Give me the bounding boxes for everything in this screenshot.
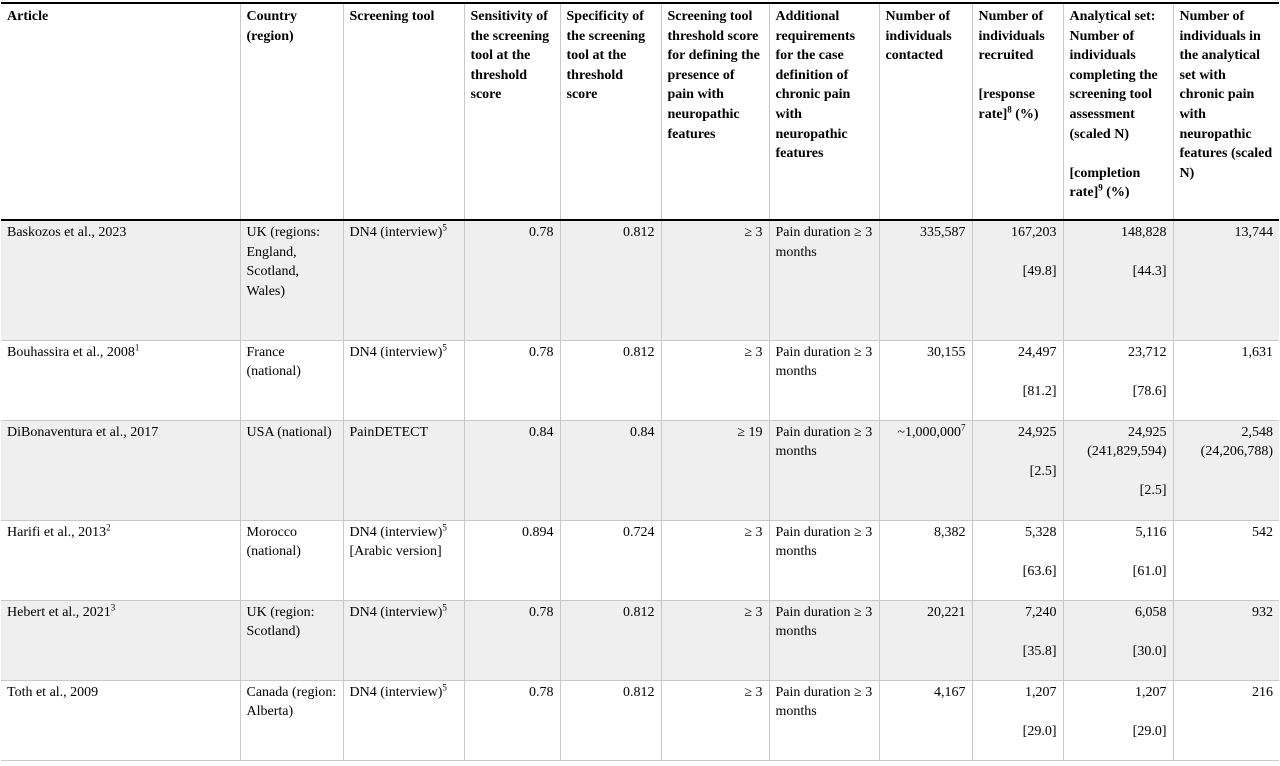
header-recruited-main: Number of individuals recruited	[978, 9, 1045, 64]
cell-specificity: 0.812	[560, 340, 661, 420]
cell-recruited	[972, 600, 1063, 680]
analytical-scaled: (241,829,594)	[1087, 444, 1167, 460]
header-article: Article	[1, 3, 240, 220]
analytical-count: 1,207	[1135, 684, 1167, 700]
header-recruited	[972, 3, 1063, 220]
header-recruited-sub: [response rate]$^8$ (%)	[978, 87, 1039, 122]
cell-screening-tool: DN4 (interview)$^5$	[343, 680, 464, 760]
table-row	[1, 220, 1279, 340]
cell-requirements: Pain duration ≥ 3 months	[769, 340, 879, 420]
cell-threshold: ≥ 3	[661, 520, 769, 600]
header-row	[1, 3, 1279, 220]
chronic-count: 932	[1252, 604, 1273, 620]
chronic-count: 542	[1252, 524, 1273, 540]
cell-chronic-pain	[1173, 680, 1279, 760]
completion-rate: [78.6]	[1132, 383, 1167, 399]
header-contacted: Number of individuals contacted	[879, 3, 972, 220]
cell-analytical	[1063, 420, 1173, 520]
completion-rate: [44.3]	[1132, 264, 1167, 280]
cell-threshold: ≥ 3	[661, 600, 769, 680]
cell-article: Hebert et al., 2021$^3$	[1, 600, 240, 680]
header-requirements: Additional requirements for the case definition of chronic pain with neuropathic features	[769, 3, 879, 220]
cell-analytical	[1063, 340, 1173, 420]
recruited-count: 7,240	[1025, 604, 1057, 620]
chronic-count: 1,631	[1241, 344, 1273, 360]
table-row	[1, 600, 1279, 680]
cell-analytical	[1063, 220, 1173, 340]
recruited-count: 24,925	[1018, 424, 1057, 440]
cell-contacted: 335,587	[879, 220, 972, 340]
header-analytical-sub: [completion rate]$^9$ (%)	[1069, 165, 1141, 201]
header-chronic-pain: Number of individuals in the analytical set with chronic pain with neuropathic features (scaled N)	[1173, 3, 1279, 220]
table-row	[1, 420, 1279, 520]
completion-rate: [30.0]	[1132, 643, 1167, 659]
header-screening-tool: Screening tool	[343, 3, 464, 220]
cell-screening-tool: DN4 (interview)$^5$	[343, 600, 464, 680]
response-rate: [35.8]	[1022, 643, 1057, 659]
cell-sensitivity: 0.894	[464, 520, 560, 600]
cell-screening-tool: DN4 (interview)$^5$	[343, 220, 464, 340]
header-sensitivity: Sensitivity of the screening tool at the threshold score	[464, 3, 560, 220]
analytical-count: 24,925	[1128, 424, 1167, 440]
header-threshold: Screening tool threshold score for defining the presence of pain with neuropathic features	[661, 3, 769, 220]
cell-contacted: ~1,000,000$^7$	[879, 420, 972, 520]
header-analytical-set	[1063, 3, 1173, 220]
cell-analytical	[1063, 520, 1173, 600]
header-analytical-main: Analytical set: Number of individuals completing the screening tool assessment (scaled N)	[1069, 9, 1158, 142]
cell-chronic-pain	[1173, 600, 1279, 680]
cell-sensitivity: 0.78	[464, 680, 560, 760]
cell-chronic-pain	[1173, 340, 1279, 420]
cell-requirements: Pain duration ≥ 3 months	[769, 220, 879, 340]
cell-chronic-pain	[1173, 420, 1279, 520]
cell-article: Bouhassira et al., 2008$^1$	[1, 340, 240, 420]
cell-country: UK (region: Scotland)	[240, 600, 343, 680]
recruited-count: 167,203	[1011, 225, 1057, 240]
response-rate: [81.2]	[1022, 383, 1057, 399]
cell-threshold: ≥ 19	[661, 420, 769, 520]
cell-recruited	[972, 220, 1063, 340]
cell-recruited	[972, 520, 1063, 600]
table-row	[1, 340, 1279, 420]
cell-specificity: 0.812	[560, 680, 661, 760]
chronic-count: 2,548	[1241, 424, 1273, 440]
cell-sensitivity: 0.78	[464, 340, 560, 420]
completion-rate: [61.0]	[1132, 563, 1167, 579]
prevalence-studies-table	[1, 2, 1279, 761]
cell-requirements: Pain duration ≥ 3 months	[769, 420, 879, 520]
cell-article: Toth et al., 2009	[1, 680, 240, 760]
cell-requirements: Pain duration ≥ 3 months	[769, 600, 879, 680]
cell-recruited	[972, 340, 1063, 420]
completion-rate: [2.5]	[1139, 483, 1167, 499]
chronic-count: 216	[1252, 684, 1273, 700]
response-rate: [63.6]	[1022, 563, 1057, 579]
cell-contacted: 8,382	[879, 520, 972, 600]
cell-specificity: 0.812	[560, 220, 661, 340]
cell-article: Baskozos et al., 2023	[1, 220, 240, 340]
recruited-count: 1,207	[1025, 684, 1057, 700]
cell-analytical	[1063, 680, 1173, 760]
header-country: Country (region)	[240, 3, 343, 220]
chronic-count: 13,744	[1234, 225, 1273, 240]
cell-country: Canada (region: Alberta)	[240, 680, 343, 760]
analytical-count: 148,828	[1121, 225, 1167, 240]
cell-contacted: 30,155	[879, 340, 972, 420]
analytical-count: 6,058	[1135, 604, 1167, 620]
tool-version-note: [Arabic version]	[349, 544, 442, 560]
cell-article: Harifi et al., 2013$^2$	[1, 520, 240, 600]
cell-country: Morocco (national)	[240, 520, 343, 600]
cell-country: UK (regions: England, Scotland, Wales)	[240, 220, 343, 340]
response-rate: [49.8]	[1022, 264, 1057, 280]
header-specificity: Specificity of the screening tool at the threshold score	[560, 3, 661, 220]
cell-specificity: 0.724	[560, 520, 661, 600]
cell-threshold: ≥ 3	[661, 340, 769, 420]
cell-sensitivity: 0.78	[464, 600, 560, 680]
table-row	[1, 520, 1279, 600]
cell-chronic-pain	[1173, 520, 1279, 600]
table-row	[1, 680, 1279, 760]
cell-threshold: ≥ 3	[661, 680, 769, 760]
cell-analytical	[1063, 600, 1173, 680]
cell-threshold: ≥ 3	[661, 220, 769, 340]
analytical-count: 5,116	[1135, 524, 1167, 540]
cell-screening-tool: DN4 (interview)$^5$ [Arabic version]	[343, 520, 464, 600]
response-rate: [29.0]	[1022, 723, 1057, 739]
cell-sensitivity: 0.84	[464, 420, 560, 520]
cell-contacted: 20,221	[879, 600, 972, 680]
cell-article: DiBonaventura et al., 2017	[1, 420, 240, 520]
cell-country: USA (national)	[240, 420, 343, 520]
recruited-count: 5,328	[1025, 524, 1057, 540]
cell-specificity: 0.84	[560, 420, 661, 520]
chronic-scaled: (24,206,788)	[1200, 444, 1273, 460]
cell-recruited	[972, 420, 1063, 520]
cell-requirements: Pain duration ≥ 3 months	[769, 520, 879, 600]
cell-screening-tool: DN4 (interview)$^5$	[343, 340, 464, 420]
cell-country: France (national)	[240, 340, 343, 420]
cell-contacted: 4,167	[879, 680, 972, 760]
cell-recruited	[972, 680, 1063, 760]
cell-specificity: 0.812	[560, 600, 661, 680]
cell-chronic-pain	[1173, 220, 1279, 340]
response-rate: [2.5]	[1029, 463, 1057, 479]
recruited-count: 24,497	[1018, 344, 1057, 360]
cell-requirements: Pain duration ≥ 3 months	[769, 680, 879, 760]
cell-screening-tool: PainDETECT	[343, 420, 464, 520]
completion-rate: [29.0]	[1132, 723, 1167, 739]
cell-sensitivity: 0.78	[464, 220, 560, 340]
analytical-count: 23,712	[1128, 344, 1167, 360]
